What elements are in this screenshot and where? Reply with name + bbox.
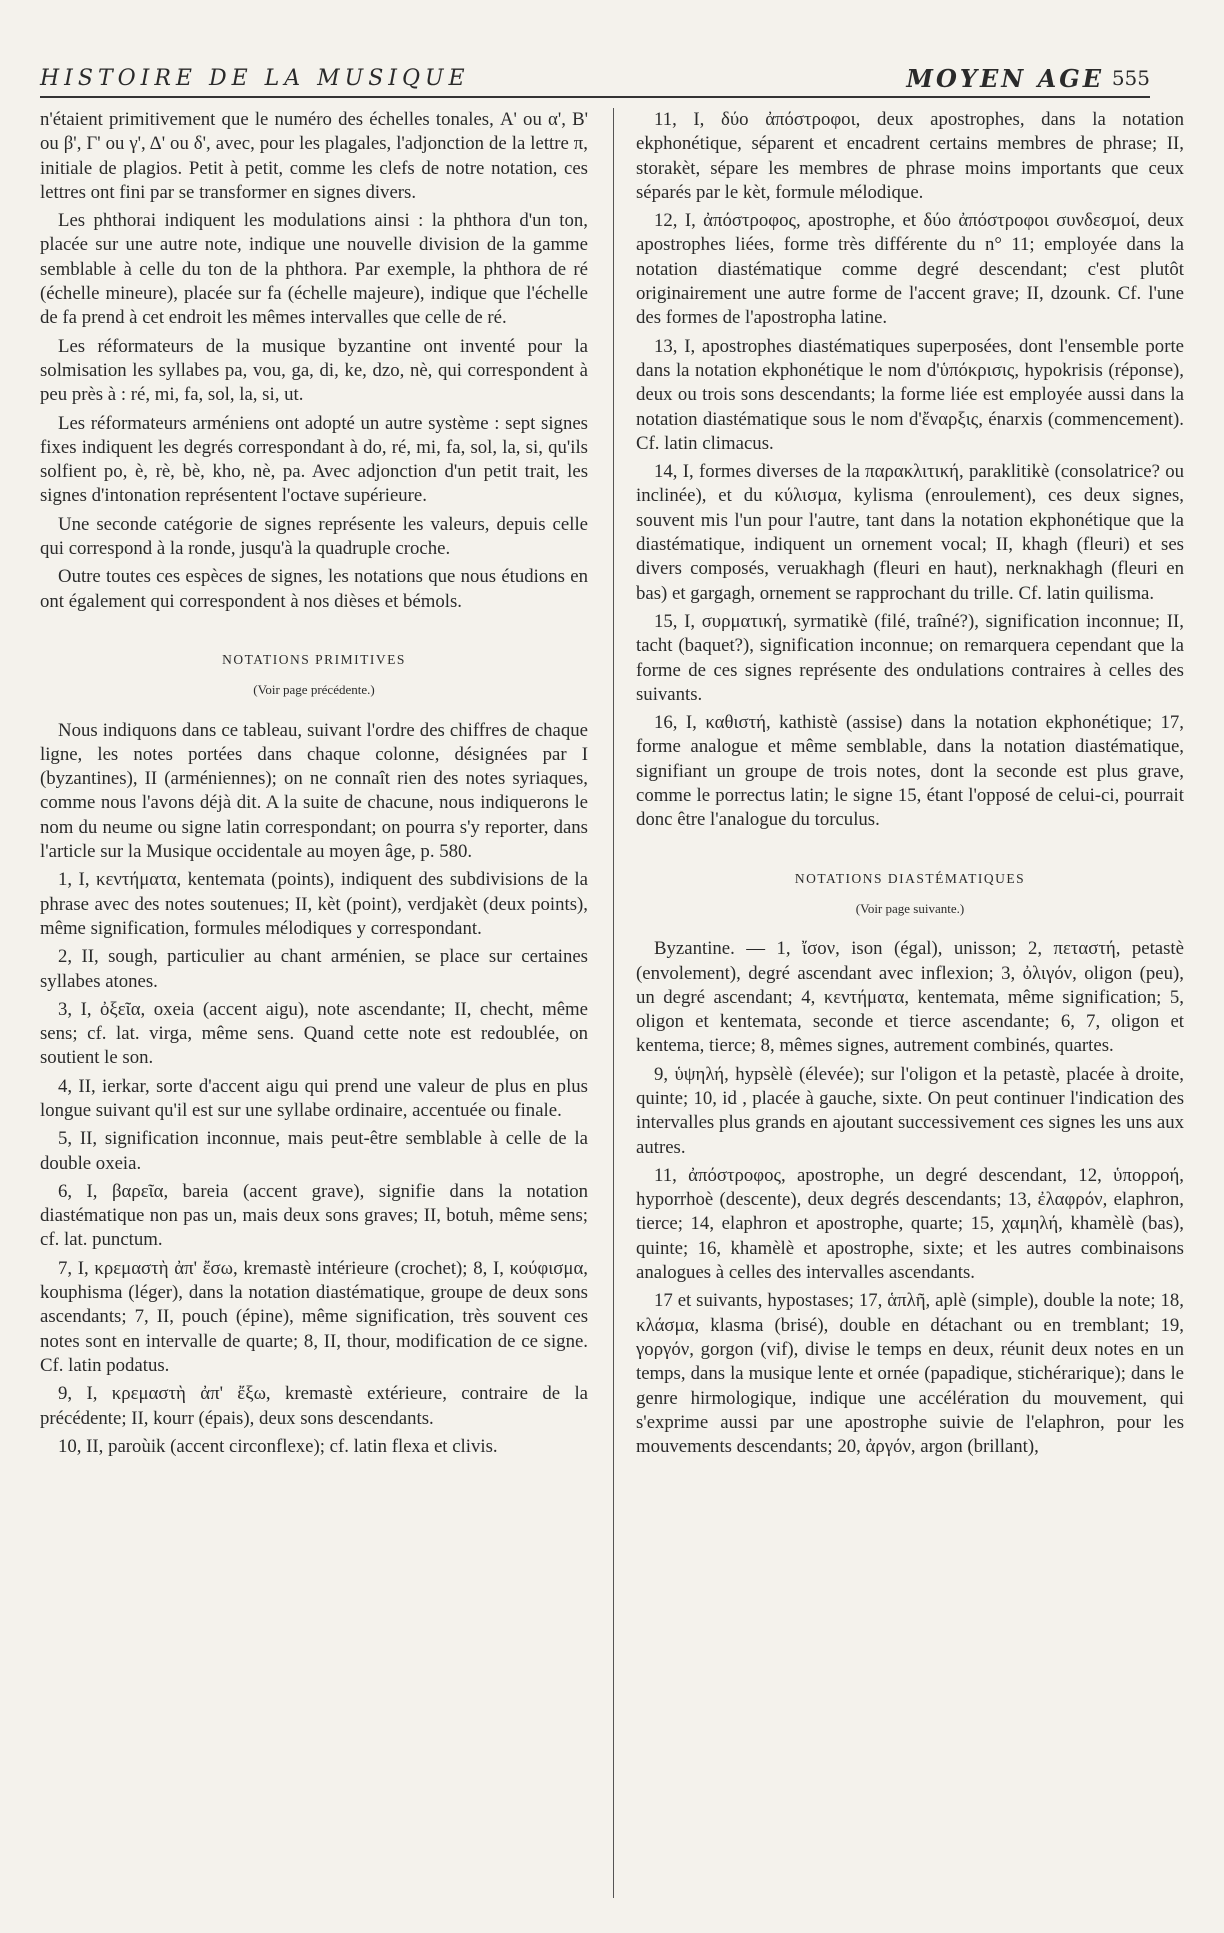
paragraph: Les phthorai indiquent les modulations ainsi : la phthora d'un ton, placée sur une autre note, indique une nouvelle division de la gamme semblable à celle du ton de la phthora. Par exemple, la phthora de ré (échelle mineure), placée sur fa (échelle majeure), indique que l'échelle de fa prend à cet endroit les mêmes intervalles que celle de ré.	[40, 210, 588, 329]
header-right-title: MOYEN AGE	[906, 64, 1104, 93]
paragraph: 9, I, κρεμαστὴ ἀπ' ἔξω, kremastè extérieure, contraire de la précédente; II, kourr (épais), deux sons descendants.	[40, 1383, 588, 1429]
paragraph: 11, ἀπόστροφος, apostrophe, un degré descendant, 12, ὑπορροή, hyporrhoè (descente), deux degrés descendants; 13, ἐλαφρόν, elaphron, tierce; 14, elaphron et apostrophe, quarte; 15, χαμηλή, khamèlè (bas), quinte; 16, khamèlè et apostrophe, sixte; et les autres combinaisons analogues à celles des intervalles ascendants.	[636, 1164, 1184, 1284]
column-divider	[613, 108, 614, 1898]
paragraph: Byzantine. — 1, ἴσον, ison (égal), unisson; 2, πεταστή, petastè (envolement), degré ascendant avec inflexion; 3, ὀλιγόν, oligon (peu), un degré ascendant; 4, κεντήματα, kentemata, même signification; 5, oligon et kentemata, seconde et tierce ascendante; 6, 7, oligon et kentema, tierce; 8, mêmes signes, autrement combinés, quartes.	[636, 938, 1184, 1057]
running-header	[40, 62, 1150, 98]
paragraph: 16, I, καθιστή, kathistè (assise) dans la notation ekphonétique; 17, forme analogue et même semblable, dans la notation diastématique, signifiant un groupe de trois notes, dont la seconde est plus grave, comme le porrectus latin; le signe 15, étant l'opposé de celui-ci, pourrait donc être l'analogue du torculus.	[636, 712, 1184, 831]
paragraph: 7, I, κρεμαστὴ ἀπ' ἔσω, kremastè intérieure (crochet); 8, I, κούφισμα, kouphisma (léger), dans la notation diastématique, groupe de deux sons ascendants; 7, II, pouch (épine), même signification, très souvent ces notes sont en intervalle de quarte; 8, II, thour, modification de ce signe. Cf. latin podatus.	[40, 1257, 588, 1376]
section-title: NOTATIONS DIASTÉMATIQUES	[794, 870, 1026, 886]
paragraph: 4, II, ierkar, sorte d'accent aigu qui prend une valeur de plus en plus longue suivant qu'il est sur une syllabe ordinaire, accentuée ou finale.	[40, 1075, 588, 1121]
paragraph: 11, I, δύο ἀπόστροφοι, deux apostrophes, dans la notation ekphonétique, séparent et encadrent certains membres de phrase; II, storakèt, sépare les membres de phrase moins importants que ceux séparés par le kèt, formule mélodique.	[636, 109, 1184, 203]
paragraph: 2, II, sough, particulier au chant arménien, se place sur certaines syllabes atones.	[40, 946, 588, 992]
page-number: 555	[1111, 66, 1150, 90]
paragraph: 3, I, ὀξεῖα, oxeia (accent aigu), note ascendante; II, checht, même sens; cf. lat. virga, même sens. Quand cette note est redoublée, on soutient le son.	[40, 998, 588, 1069]
paragraph: Une seconde catégorie de signes représente les valeurs, depuis celle qui correspond à la ronde, jusqu'à la quadruple croche.	[40, 513, 588, 560]
section-title: NOTATIONS PRIMITIVES	[222, 651, 406, 667]
paragraph: 15, I, συρματική, syrmatikè (filé, traîné?), signification inconnue; II, tacht (baquet?), signification inconnue; on remarquera cependant que la forme de ces signes représente des ondulations contraires à celles des suivants.	[636, 610, 1184, 705]
paragraph: Outre toutes ces espèces de signes, les notations que nous étudions en ont également qui correspondent à nos dièses et bémols.	[40, 566, 588, 612]
paragraph: 17 et suivants, hypostases; 17, ἁπλῆ, aplè (simple), double la note; 18, κλάσμα, klasma (brisé), double en détachant ou en tremblant; 19, γοργόν, gorgon (vif), divise le temps en deux, réunit deux notes en un temps, dans la musique lente et ornée (papadique, stichérarique); dans le genre hirmologique, indique une accélération du mouvement, qui s'exprime aussi par une apostrophe suivie de l'elaphron, pour les mouvements descendants; 20, ἀργόν, argon (brillant),	[636, 1290, 1184, 1458]
right-column	[636, 108, 1184, 1463]
paragraph: Nous indiquons dans ce tableau, suivant l'ordre des chiffres de chaque ligne, les notes portées dans chaque colonne, désignées par I (byzantines), II (arméniennes); on ne connaît rien des notes syriaques, comme nous l'avons déjà dit. A la suite de chacune, nous indiquerons le nom du neume ou signe latin correspondant; on pourra s'y reporter, dans l'article sur la Musique occidentale au moyen âge, p. 580.	[40, 719, 588, 863]
left-column	[40, 108, 588, 1463]
paragraph: 5, II, signification inconnue, mais peut-être semblable à celle de la double oxeia.	[40, 1128, 588, 1174]
paragraph: 12, I, ἀπόστροφος, apostrophe, et δύο ἀπόστροφοι συνδεσμοί, deux apostrophes liées, forme très différente du n° 11; employée dans la notation diastématique comme degré descendant; c'est plutôt originairement une autre forme de l'accent grave; II, dzounk. Cf. l'une des formes de l'apostropha latine.	[636, 210, 1184, 329]
section-subtitle: (Voir page suivante.)	[855, 900, 965, 916]
paragraph: Les réformateurs de la musique byzantine ont inventé pour la solmisation les syllabes pa, vou, ga, di, ke, dzo, nè, qui correspondent à peu près à : ré, mi, fa, sol, la, si, ut.	[40, 335, 588, 406]
paragraph: 6, I, βαρεῖα, bareia (accent grave), signifie dans la notation diastématique non pas un, mais deux sons graves; II, botuh, même sens; cf. lat. punctum.	[40, 1180, 588, 1251]
header-left-title: HISTOIRE DE LA MUSIQUE	[40, 66, 470, 91]
paragraph: 13, I, apostrophes diastématiques superposées, dont l'ensemble porte dans la notation ekphonétique le nom d'ὑπόκρισις, hypokrisis (réponse), deux ou trois sons descendants; la forme liée est employée aussi dans la notation diastématique sous le nom d'ἔναρξις, énarxis (commencement). Cf. latin climacus.	[636, 335, 1184, 454]
paragraph: 14, I, formes diverses de la παρακλιτική, paraklitikè (consolatrice? ou inclinée), et du κύλισμα, kylisma (enroulement), ces deux signes, souvent mis l'un pour l'autre, tant dans la notation ekphonétique que la diastématique, indiquent un ornement vocal; II, khagh (fleuri) et ses divers composés, veruakhagh (fleuri en haut), nerknakhagh (fleuri en bas) et gargagh, ornement se rapprochant du trille. Cf. latin quilisma.	[636, 461, 1184, 604]
paragraph: n'étaient primitivement que le numéro des échelles tonales, Α' ou α', Β' ou β', Γ' ou γ', Δ' ou δ', avec, pour les plagales, l'adjonction de la lettre π, initiale de plagios. Petit à petit, comme les clefs de notre notation, ces lettres ont fini par se transformer en signes divers.	[40, 109, 588, 203]
paragraph: 1, I, κεντήματα, kentemata (points), indiquent des subdivisions de la phrase avec des notes soutenues; II, kèt (point), verdjakèt (deux points), même signification, formules mélodiques y correspondant.	[40, 869, 588, 939]
paragraph: Les réformateurs arméniens ont adopté un autre système : sept signes fixes indiquent les degrés correspondant à do, ré, mi, fa, sol, la, si, qu'ils solfient po, è, rè, bè, kho, nè, pa. Avec adjonction d'un petit trait, les signes d'intonation représentent l'octave supérieure.	[40, 412, 588, 507]
paragraph: 10, II, paroùik (accent circonflexe); cf. latin flexa et clivis.	[58, 1435, 498, 1457]
paragraph: 9, ὑψηλή, hypsèlè (élevée); sur l'oligon et la petastè, placée à droite, quinte; 10, id , placée à gauche, sixte. On peut continuer l'indication des intervalles plus grands en ajoutant successivement ces signes les uns aux autres.	[636, 1063, 1184, 1158]
section-subtitle: (Voir page précédente.)	[253, 682, 375, 698]
